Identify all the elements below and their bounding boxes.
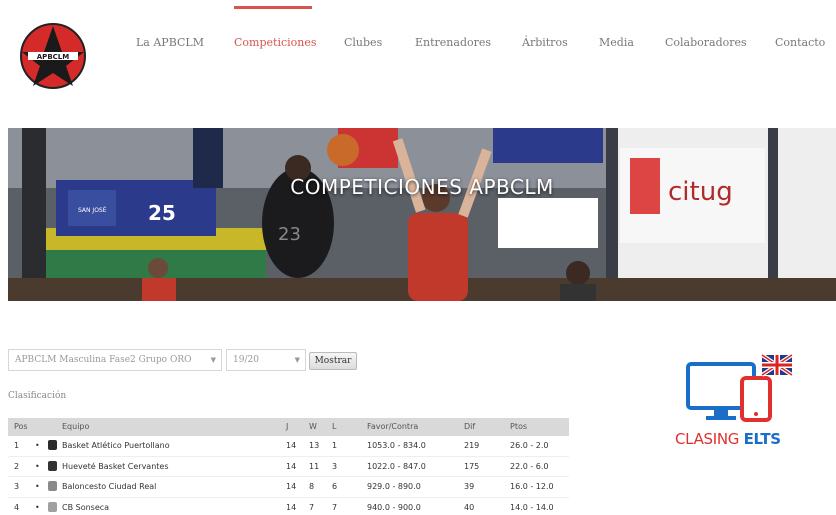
- trend-icon: •: [35, 461, 40, 471]
- devices-icon: [674, 352, 804, 430]
- ad-label-blue: ELTS: [743, 430, 781, 448]
- active-nav-indicator: [234, 6, 312, 9]
- table-row[interactable]: [8, 436, 569, 457]
- cell-team[interactable]: CB Sonseca: [62, 502, 110, 512]
- cell-j: 14: [286, 482, 297, 491]
- season-select-value: 19/20: [233, 355, 259, 365]
- competition-select[interactable]: [8, 349, 222, 371]
- col-dif[interactable]: Dif: [464, 422, 476, 431]
- cell-j: 14: [286, 441, 297, 450]
- season-select[interactable]: [226, 349, 306, 371]
- chevron-down-icon: ▼: [210, 356, 216, 364]
- trend-icon: •: [35, 441, 40, 450]
- cell-l: 6: [332, 482, 338, 491]
- cell-pts: 16.0 - 12.0: [510, 482, 554, 491]
- banner-25: 25: [148, 201, 176, 225]
- cell-pos: 4: [14, 502, 20, 512]
- clasing-elts-ad[interactable]: [674, 352, 804, 452]
- standings-label: Clasificación: [8, 391, 67, 401]
- team-crest-icon: [48, 502, 57, 514]
- table-row[interactable]: [8, 498, 569, 515]
- apbclm-logo[interactable]: [18, 22, 88, 90]
- hero-banner: [8, 128, 836, 301]
- table-row[interactable]: [8, 477, 569, 498]
- cell-w: 7: [309, 502, 315, 512]
- banner-citug: citug: [668, 177, 733, 207]
- col-team[interactable]: Equipo: [62, 422, 90, 431]
- trend-icon: •: [35, 482, 40, 491]
- ad-label-red: CLASING: [675, 430, 744, 448]
- cell-w: 13: [309, 441, 320, 450]
- hero-title: COMPETICIONES APBCLM: [290, 175, 554, 199]
- col-w[interactable]: W: [309, 422, 317, 431]
- logo-lettering: APBCLM: [36, 53, 70, 61]
- standings-table: [8, 418, 569, 515]
- cell-favor-contra: 1022.0 - 847.0: [367, 461, 426, 471]
- uk-flag-icon: [762, 355, 792, 375]
- cell-team[interactable]: Basket Atlético Puertollano: [62, 441, 170, 450]
- nav-arbitros[interactable]: Árbitros: [522, 36, 568, 49]
- jersey-number: 23: [278, 224, 301, 245]
- cell-j: 14: [286, 461, 297, 471]
- main-nav: [118, 0, 836, 80]
- nav-clubes[interactable]: Clubes: [344, 36, 383, 49]
- nav-media[interactable]: Media: [599, 36, 634, 49]
- cell-w: 8: [309, 482, 315, 491]
- cell-l: 3: [332, 461, 338, 471]
- competition-select-value: APBCLM Masculina Fase2 Grupo ORO: [15, 355, 192, 365]
- nav-contacto[interactable]: Contacto: [775, 36, 826, 49]
- cell-l: 7: [332, 502, 338, 512]
- col-pos[interactable]: Pos: [14, 422, 28, 431]
- cell-pts: 22.0 - 6.0: [510, 461, 549, 471]
- nav-entrenadores[interactable]: Entrenadores: [415, 36, 492, 49]
- cell-pos: 3: [14, 482, 20, 491]
- hero-photo: [8, 128, 836, 301]
- cell-dif: 219: [464, 441, 480, 450]
- team-crest-icon: [48, 440, 57, 452]
- cell-j: 14: [286, 502, 297, 512]
- col-j[interactable]: J: [286, 422, 289, 431]
- banner-san-jose: SAN JOSÉ: [78, 207, 107, 214]
- col-pts[interactable]: Ptos: [510, 422, 528, 431]
- team-crest-icon: [48, 481, 57, 493]
- cell-team[interactable]: Baloncesto Ciudad Real: [62, 482, 157, 491]
- cell-team[interactable]: Hueveté Basket Cervantes: [62, 461, 169, 471]
- cell-l: 1: [332, 441, 338, 450]
- cell-favor-contra: 929.0 - 890.0: [367, 482, 421, 491]
- team-crest-icon: [48, 461, 57, 473]
- cell-pos: 2: [14, 461, 20, 471]
- cell-pos: 1: [14, 441, 20, 450]
- table-row[interactable]: [8, 457, 569, 478]
- cell-dif: 175: [464, 461, 480, 471]
- show-button[interactable]: Mostrar: [309, 352, 357, 370]
- cell-w: 11: [309, 461, 320, 471]
- nav-competiciones[interactable]: Competiciones: [234, 36, 317, 49]
- cell-favor-contra: 940.0 - 900.0: [367, 502, 421, 512]
- table-body: [8, 436, 569, 515]
- cell-pts: 26.0 - 2.0: [510, 441, 549, 450]
- ad-label: [675, 430, 781, 448]
- trend-icon: •: [35, 502, 40, 512]
- cell-dif: 40: [464, 502, 475, 512]
- col-l[interactable]: L: [332, 422, 337, 431]
- chevron-down-icon: ▼: [294, 356, 300, 364]
- table-header: [8, 418, 569, 436]
- cell-dif: 39: [464, 482, 475, 491]
- col-favor-contra[interactable]: Favor/Contra: [367, 422, 419, 431]
- nav-la-apbclm[interactable]: La APBCLM: [136, 36, 204, 49]
- cell-favor-contra: 1053.0 - 834.0: [367, 441, 426, 450]
- cell-pts: 14.0 - 14.0: [510, 502, 554, 512]
- nav-colaboradores[interactable]: Colaboradores: [665, 36, 747, 49]
